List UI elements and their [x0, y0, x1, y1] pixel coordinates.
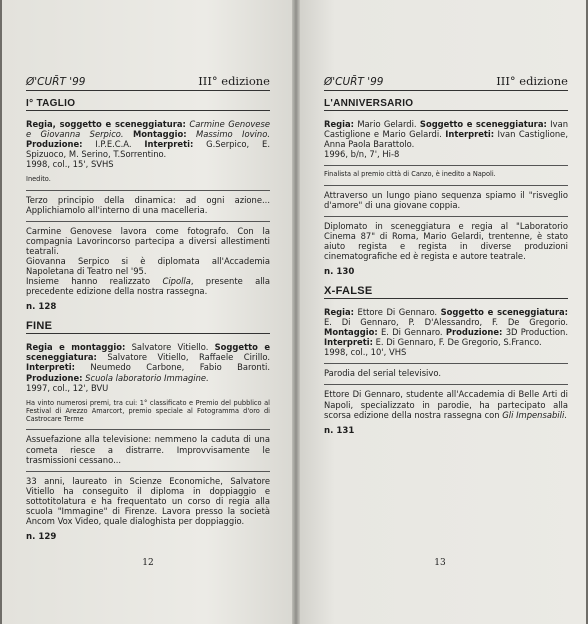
book-spread [2, 0, 586, 624]
page-number: 13 [434, 558, 446, 568]
credit-value: E. Di Gennaro, P. D'Alessandro, F. De Gregorio. [324, 317, 568, 328]
tech-specs: 1997, col., 12', BVU [26, 382, 109, 393]
synopsis-fine: Assuefazione alla televisione: nemmeno la caduta di una cometa riesce a distrarre. Improvvisamente le trasmissioni cessano... [26, 434, 270, 465]
brand-logo: Ø'CUR̄T '99 [26, 76, 86, 88]
credit-value: E. Di Gennaro, F. De Gregorio, S.Franco. [372, 337, 542, 348]
credit-label: Regia: [324, 119, 354, 129]
credit-label: Interpreti: [26, 362, 75, 373]
credit-label: Soggetto e sceneggiatura: [26, 342, 270, 363]
entry-number: n. 128 [26, 302, 57, 313]
credit-value: I.P.E.C.A. [82, 139, 145, 150]
entry-number: n. 130 [324, 267, 355, 278]
credit-value: G.Serpico, E. Spizuoco, M. Serino, T.Sorrentino. [26, 139, 270, 160]
credits-anniversario [324, 119, 568, 159]
right-page [294, 0, 586, 624]
bio-text: Carmine Genovese lavora come fotografo. Con la compagnia Lavorincorso partecipa a diversi allestimenti teatrali. [26, 225, 270, 256]
credit-label: Montaggio: [132, 129, 187, 140]
divider [324, 165, 568, 166]
credit-value: Salvatore Vitiello, Raffaele Cirillo. [96, 352, 270, 363]
bio-text: . [564, 409, 567, 420]
bio-text: Insieme hanno realizzato [26, 276, 163, 287]
credit-value: Salvatore Vitiello. [125, 342, 215, 353]
note-taglio: Inedito. [26, 175, 51, 184]
credit-value: E. Di Gennaro. [377, 327, 446, 338]
credit-value: Ettore Di Gennaro. [354, 307, 441, 318]
credit-label: Regia, soggetto e sceneggiatura: [26, 119, 186, 129]
credits-xfalse [324, 307, 568, 357]
note-xfalse: Parodia del serial televisivo. [324, 368, 441, 379]
bio-text: , presente alla precedente edizione della nostra rassegna. [26, 276, 270, 297]
divider [26, 221, 270, 222]
credit-value: 3D Production. [502, 327, 568, 338]
divider [26, 190, 270, 191]
credit-label: Soggetto e sceneggiatura: [440, 307, 569, 318]
note-anniversario: Finalista al premio città di Canzo, è inedito a Napoli. [324, 170, 496, 179]
bio-text: Giovanna Serpico si è diplomata all'Accademia Napoletana di Teatro nel '95. [26, 256, 270, 277]
film-title: Cipolla [162, 276, 191, 287]
credits-fine [26, 342, 270, 392]
page-number: 12 [142, 558, 154, 568]
entry-number: n. 129 [26, 532, 57, 543]
bio-xfalse [324, 389, 568, 419]
credit-value: Mario Gelardi. [354, 119, 420, 129]
bio-taglio [26, 226, 270, 297]
section-title-anniversario: L'ANNIVERSARIO [324, 98, 568, 111]
divider [324, 216, 568, 217]
divider [324, 384, 568, 385]
edition-label: III° edizione [198, 74, 270, 88]
credits-taglio [26, 119, 270, 169]
bio-text: Ettore Di Gennaro, studente all'Accademia di Belle Arti di Napoli, specializzato in parodie, ha partecipato alla scorsa edizione della nostra rassegna con [324, 389, 568, 420]
synopsis-taglio: Terzo principio della dinamica: ad ogni azione... Applichiamolo all'interno di una macelleria. [26, 194, 270, 215]
left-page-content [26, 74, 270, 550]
tech-specs: 1996, b/n, 7', Hi-8 [324, 149, 400, 160]
book-gutter [292, 0, 300, 624]
credit-label: Regia e montaggio: [26, 342, 126, 353]
left-page [2, 0, 294, 624]
divider [26, 429, 270, 430]
credit-label: Interpreti: [144, 139, 194, 150]
tech-specs: 1998, col., 10', VHS [324, 347, 407, 358]
credit-value: Carmine Genovese e Giovanna Serpico. [26, 119, 270, 140]
bio-anniversario: Diplomato in sceneggiatura e regia al "Laboratorio Cinema 87" di Roma, Mario Gelardi, trentenne, è stato aiuto regista e regista in diverse produzioni cinematografiche ed è regista e autore teatrale. [324, 220, 568, 261]
credit-value: Ivan Castiglione e Mario Gelardi. [324, 119, 569, 140]
tech-specs: 1998, col., 15', SVHS [26, 159, 114, 170]
credit-value: Massimo Iovino. [186, 129, 270, 140]
divider [26, 471, 270, 472]
right-page-content [324, 74, 568, 444]
credit-label: Montaggio: [324, 327, 378, 338]
note-fine: Ha vinto numerosi premi, tra cui: 1° classificato e Premio del pubblico al Festival di Arezzo Amarcort, premio speciale al Fotogramma d'oro di Castrocare Terme [26, 398, 270, 424]
brand-logo: Ø'CUR̄T '99 [324, 76, 384, 88]
credit-value: Scuola laboratorio Immagine. [82, 372, 209, 383]
divider [324, 363, 568, 364]
credit-label: Produzione: [445, 327, 503, 338]
running-header [324, 74, 568, 91]
section-title-taglio: I° TAGLIO [26, 98, 270, 111]
section-title-fine: FINE [26, 320, 270, 334]
credit-value: Neumedo Carbone, Fabio Baronti. [74, 362, 270, 373]
film-title: Gli Impensabili [502, 409, 565, 420]
synopsis-anniversario: Attraverso un lungo piano sequenza spiamo il "risveglio d'amore" di una giovane coppia. [324, 189, 568, 210]
credit-value: Ivan Castiglione, Anna Paola Barattolo. [324, 129, 568, 150]
section-title-xfalse: X-FALSE [324, 285, 568, 299]
credit-label: Produzione: [26, 372, 83, 383]
credit-label: Soggetto e sceneggiatura: [419, 119, 547, 129]
credit-label: Regia: [324, 307, 354, 318]
credit-label: Produzione: [26, 139, 83, 150]
credit-label: Interpreti: [445, 129, 495, 140]
running-header [26, 74, 270, 91]
bio-fine: 33 anni, laureato in Scienze Economiche, Salvatore Vitiello ha conseguito il diploma in doppiaggio e sottotitolatura e ha frequentato un corso di regia alla scuola "Immagine" di Firenze. Lavora presso la società Ancom Vox Video, quale dialoghista per doppiaggio. [26, 475, 270, 526]
entry-number: n. 131 [324, 425, 355, 436]
credit-label: Interpreti: [324, 337, 373, 348]
divider [324, 185, 568, 186]
edition-label: III° edizione [496, 74, 568, 88]
